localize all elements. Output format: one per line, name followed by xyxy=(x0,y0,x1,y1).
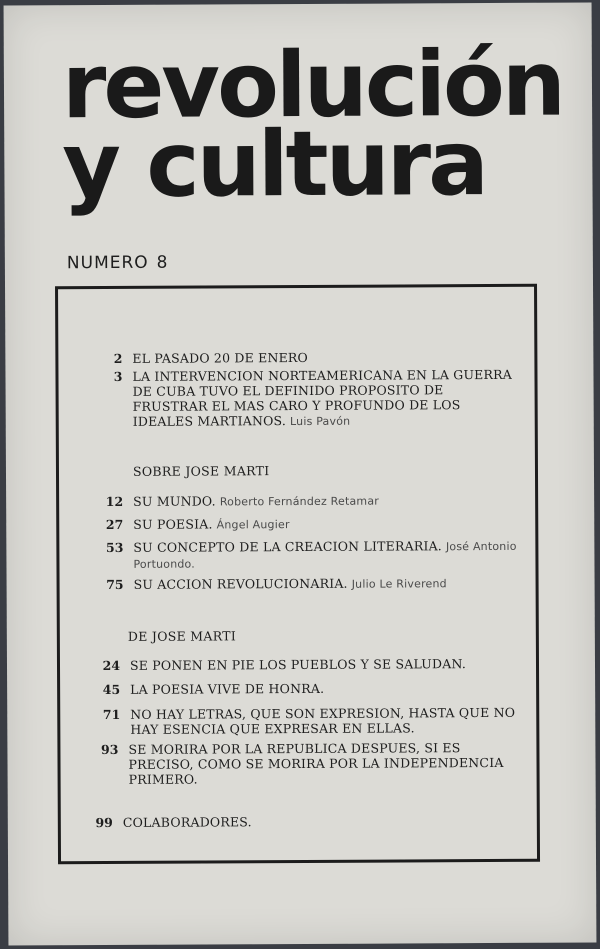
toc-entry xyxy=(96,656,520,673)
toc-entry xyxy=(96,680,520,697)
entry-author: Ángel Augier xyxy=(216,518,290,532)
page-number: 75 xyxy=(106,576,124,593)
entry-title: EL PASADO 20 DE ENERO xyxy=(132,349,309,366)
toc-entry xyxy=(99,492,519,510)
masthead xyxy=(61,31,564,219)
entry-title: COLABORADORES. xyxy=(122,814,252,830)
table-of-contents xyxy=(55,284,540,865)
entry-title: SE MORIRA POR LA REPUBLICA DESPUES, SI ES PRECISO, COMO SE MORIRA POR LA INDEPENDENCIA PRIMERO. xyxy=(128,740,504,787)
page-number: 71 xyxy=(102,706,121,723)
page-number: 27 xyxy=(105,516,124,533)
page-number: 99 xyxy=(95,814,113,831)
page-number: 2 xyxy=(113,350,123,366)
entry-title: SU CONCEPTO DE LA CREACION LITERARIA. xyxy=(133,538,442,555)
issue-number xyxy=(67,253,177,274)
entry-title: SU MUNDO. xyxy=(133,493,216,509)
masthead-line-2: y cultura xyxy=(62,111,487,219)
issue-value: 8 xyxy=(156,252,169,273)
toc-entry xyxy=(94,740,520,787)
entry-title: LA POESIA VIVE DE HONRA. xyxy=(130,680,325,697)
masthead-line-1: revolución xyxy=(61,31,564,140)
page-number: 12 xyxy=(105,493,124,510)
page-number: 93 xyxy=(100,741,119,758)
issue-label: NUMERO xyxy=(66,252,149,274)
toc-entry xyxy=(89,813,521,830)
page-number: 24 xyxy=(102,657,121,674)
entry-title: SE PONEN EN PIE LOS PUEBLOS Y SE SALUDAN. xyxy=(129,656,467,673)
toc-entry xyxy=(100,575,520,593)
toc-entry xyxy=(98,349,518,366)
magazine-page xyxy=(4,2,597,945)
entry-title: NO HAY LETRAS, QUE SON EXPRESION, HASTA QUE NO HAY ESENCIA QUE EXPRESAR EN ELLAS. xyxy=(130,704,516,737)
section-heading-de: DE JOSE MARTI xyxy=(127,628,237,644)
toc-entry xyxy=(99,515,519,533)
page-number: 53 xyxy=(105,539,124,556)
section-heading-sobre: SOBRE JOSE MARTI xyxy=(132,463,270,479)
toc-entry xyxy=(98,367,518,430)
toc-entry xyxy=(99,538,519,572)
entry-title: SU POESIA. xyxy=(133,516,213,532)
entry-title: LA INTERVENCION NORTEAMERICANA EN LA GUERRA DE CUBA TUVO EL DEFINIDO PROPOSITO DE FRUSTRAR EL MAS CARO Y PROFUNDO DE LOS IDEALES MARTIANOS. xyxy=(132,366,512,429)
page-number: 3 xyxy=(113,368,123,384)
toc-entry xyxy=(96,705,520,737)
entry-author: José Antonio Portuondo. xyxy=(133,539,517,571)
entry-title: SU ACCION REVOLUCIONARIA. xyxy=(133,575,348,592)
page-number: 45 xyxy=(102,681,121,698)
entry-author: Roberto Fernández Retamar xyxy=(219,494,380,509)
entry-author: Julio Le Riverend xyxy=(351,577,447,591)
entry-author: Luis Pavón xyxy=(289,414,351,429)
